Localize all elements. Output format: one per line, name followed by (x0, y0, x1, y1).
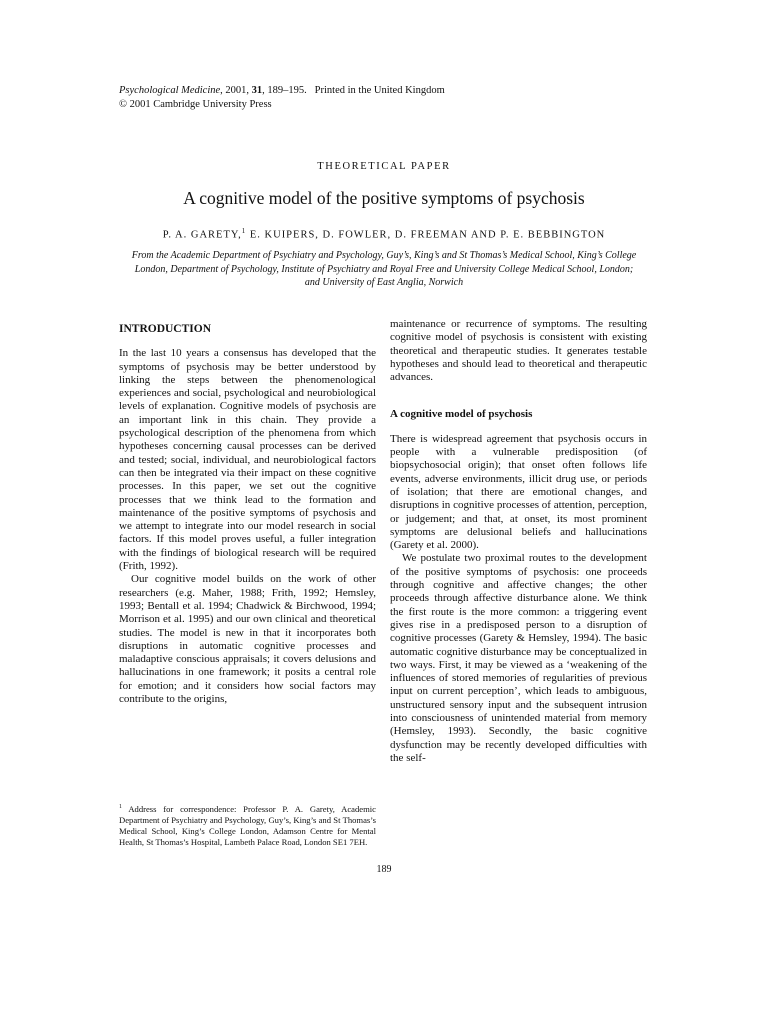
body-paragraph: There is widespread agreement that psychosis occurs in people with a vulnerable predisposition (of biopsychosocial origin); that onset often follows life events, adverse environments, illicit drug use, or periods of isolation; that there are emotional changes, and disruptions in cognitive processes of attention, perception, or judgement; and that, at onset, its most prominent symptoms are delusional beliefs and hallucinations (Garety et al. 2000). (390, 432, 647, 552)
citation-pages: , 189–195. (262, 85, 307, 96)
journal-name: Psychological Medicine (119, 85, 221, 96)
footnote-marker: 1 (241, 227, 247, 235)
body-paragraph: maintenance or recurrence of symptoms. The resulting cognitive model of psychosis is consistent with existing theoretical and therapeutic studies. It generates testable hypotheses and should lead to theoretical and therapeutic advances. (390, 318, 647, 384)
footnote-text: Address for correspondence: Professor P. A. Garety, Academic Department of Psychiatry and Psychology, Guy’s, King’s and St Thomas’s Medical School, King’s College London, Adamson Centre for Mental Health, St Thomas’s Hospital, Lambeth Palace Road, London SE1 7EH. (119, 803, 376, 847)
other-authors: E. KUIPERS, D. FOWLER, D. FREEMAN AND P. E. BEBBINGTON (246, 229, 606, 241)
body-paragraph: We postulate two proximal routes to the development of the positive symptoms of psychosis: one proceeds through cognitive and affective changes; the other proceeds through affective disturbance alone. We think the first route is the more common: a triggering event gives rise in a predisposed person to a disruption of cognitive processes (Garety & Hemsley, 1994). The basic automatic cognitive disturbance may be conceptualized in two ways. First, it may be viewed as a ‘weakening of the influences of stored memories of regularities of previous input on current perception’, which leads to ambiguous, unstructured sensory input and the subsequent intrusion into consciousness of unintended material from memory (Hemsley, 1993). Secondly, the basic cognitive dysfunction may be recently developed difficulties with the self- (390, 552, 647, 764)
left-column (119, 323, 376, 706)
printed-note: Printed in the United Kingdom (314, 85, 445, 96)
body-paragraph: Our cognitive model builds on the work of other researchers (e.g. Maher, 1988; Frith, 1992; Hemsley, 1993; Bentall et al. 1994; Chadwick & Birchwood, 1994; Morrison et al. 1995) and our own clinical and theoretical studies. The model is new in that it incorporates both disruptions in automatic cognitive processes and maladaptive conscious appraisals; it covers delusions and hallucinations in one framework; it posits a central role for emotion; and it considers how social factors may contribute to the origins, (119, 573, 376, 706)
footnote-mark: 1 (119, 804, 122, 810)
introduction-heading: INTRODUCTION (119, 323, 212, 335)
copyright-line: © 2001 Cambridge University Press (119, 99, 272, 110)
affiliation: From the Academic Department of Psychiatry and Psychology, Guy’s, King’s and St Thomas’s Medical School, King’s College London, Department of Psychology, Institute of Psychiatry and Royal Free and University College Medical School, London; and University of East Anglia, Norwich (131, 250, 637, 288)
journal-header (119, 84, 445, 112)
footnote (119, 802, 376, 848)
paper-type-label: THEORETICAL PAPER (317, 161, 451, 172)
author-list (0, 227, 768, 241)
page-number: 189 (376, 864, 392, 875)
right-column (390, 318, 647, 765)
citation-volume: 31 (251, 85, 263, 96)
paper-title: A cognitive model of the positive symptoms of psychosis (183, 188, 585, 208)
citation-line (119, 84, 445, 98)
body-paragraph: In the last 10 years a consensus has developed that the symptoms of psychosis may be better understood by linking the steps between the phenomenological experiences and social, psychological and neurobiological levels of explanation. Cognitive models of psychosis are an important link in this chain. They provide a psychological description of the phenomena from which hypotheses concerning causal processes can be derived and tested; social, individual, and neurobiological factors can then be integrated via their impact on these cognitive processes. In this paper, we set out the cognitive processes that we think lead to the formation and maintenance of the positive symptoms of psychosis and we attempt to integrate into our model research in social factors. If this model proves useful, a fuller integration with the findings of biological research will be required (Frith, 1992). (119, 347, 376, 573)
first-author: P. A. GARETY, (162, 229, 242, 241)
subsection-heading: A cognitive model of psychosis (390, 408, 533, 421)
citation-year: , 2001, (220, 85, 252, 96)
